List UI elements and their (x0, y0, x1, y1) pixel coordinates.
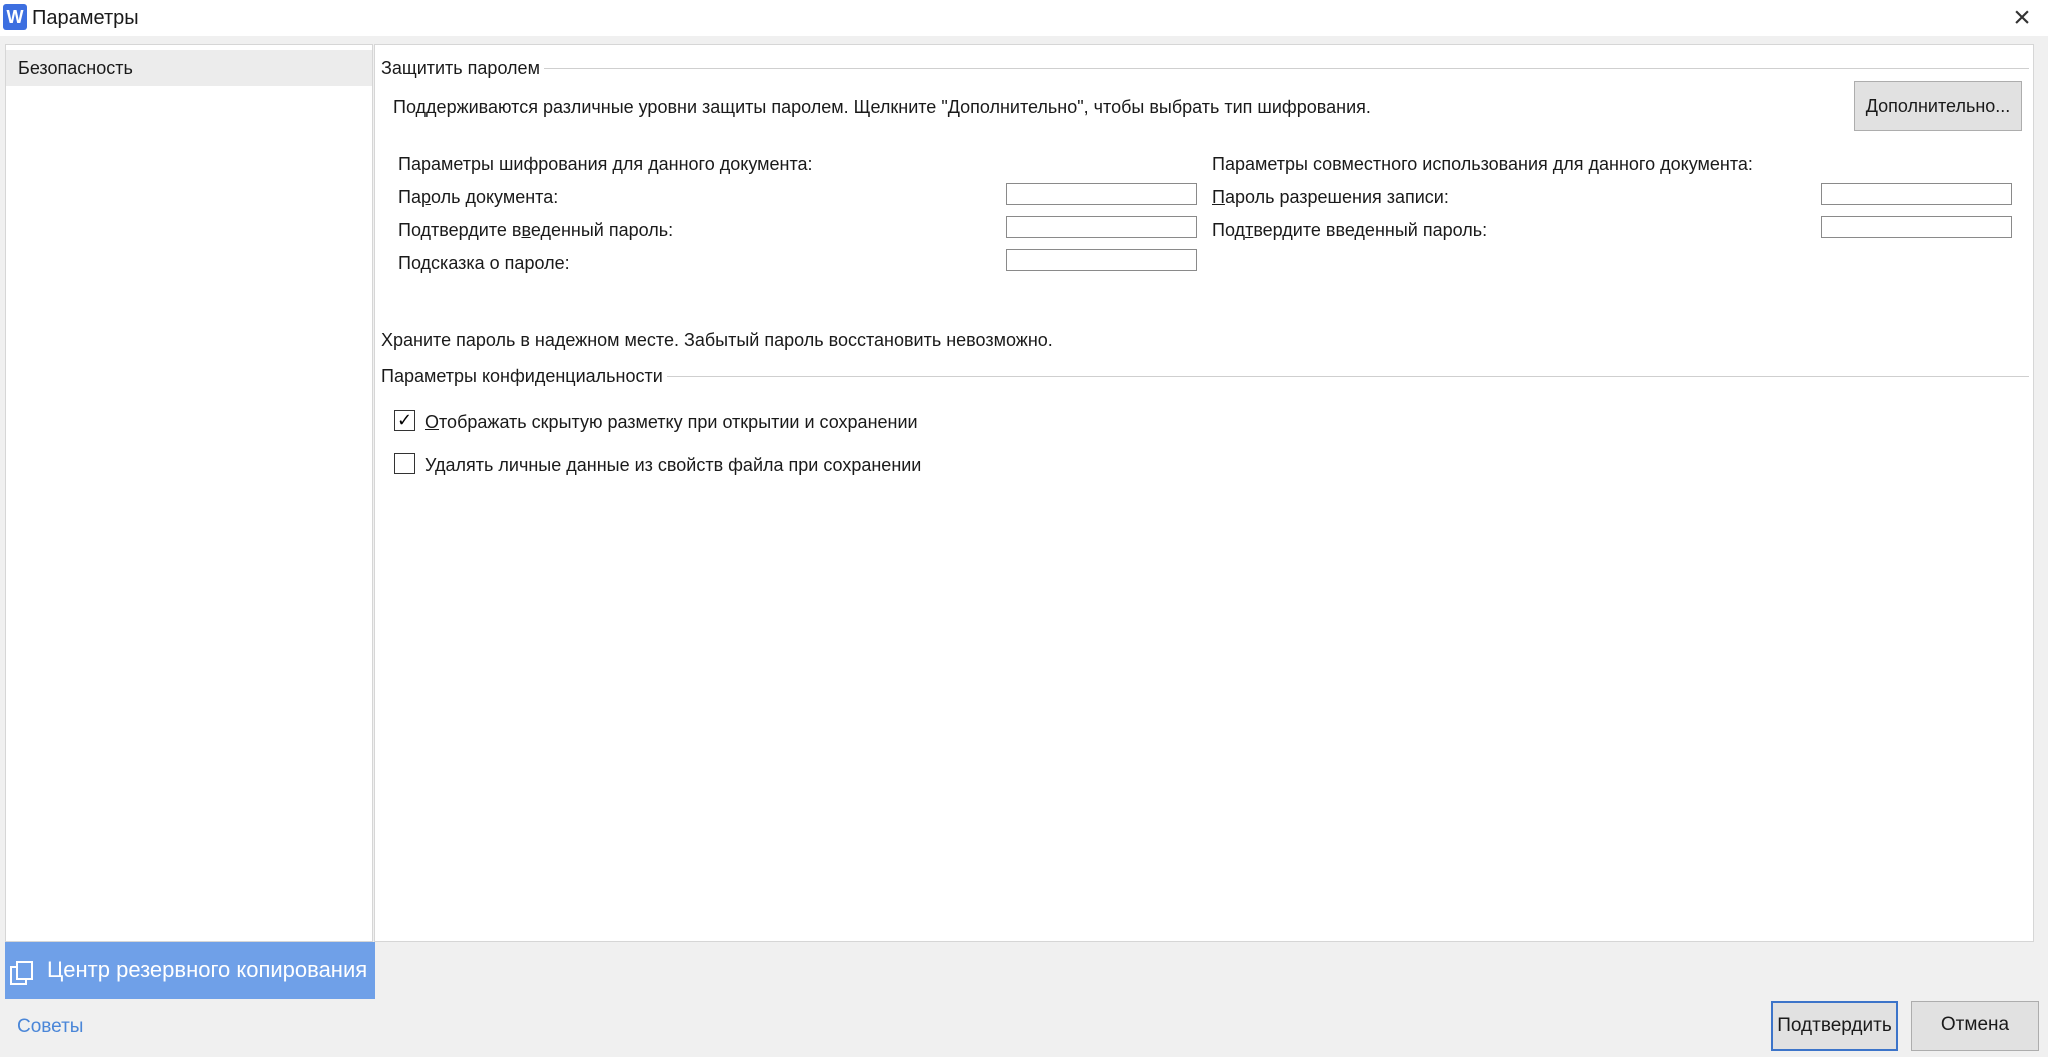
confirm-write-password-field[interactable] (1821, 216, 2012, 238)
sidebar-item-security[interactable]: Безопасность (6, 50, 372, 86)
title-bar (0, 0, 2048, 36)
encryption-heading: Параметры шифрования для данного документа: (398, 154, 813, 174)
password-section-title: Защитить паролем (381, 55, 544, 81)
window-edge (2036, 44, 2048, 942)
confirm-password-label: Подтвердите введенный пароль: (398, 220, 674, 240)
backup-icon (9, 960, 35, 986)
confirm-button[interactable]: Подтвердить (1771, 1001, 1898, 1051)
show-hidden-markup-checkbox[interactable]: ✓ (394, 410, 415, 431)
backup-center-label: Центр резервного копирования (47, 957, 368, 982)
show-hidden-markup-label[interactable]: Отображать скрытую разметку при открытии и сохранении (425, 412, 918, 432)
close-icon[interactable]: × (2013, 1, 2031, 34)
password-hint-field[interactable] (1006, 249, 1197, 271)
tips-link[interactable]: Советы (17, 1016, 84, 1037)
document-password-field[interactable] (1006, 183, 1197, 205)
advanced-button[interactable]: Дополнительно... (1854, 81, 2022, 131)
privacy-section-title: Параметры конфиденциальности (381, 363, 667, 389)
password-hint-label: Подсказка о пароле: (398, 253, 570, 273)
document-password-label: Пароль документа: (398, 187, 559, 207)
remove-personal-data-checkbox[interactable] (394, 453, 415, 474)
write-password-field[interactable] (1821, 183, 2012, 205)
window-title: Параметры (32, 7, 139, 29)
password-section-header (381, 55, 2029, 81)
wps-writer-icon: W (3, 4, 27, 30)
privacy-section-header (381, 363, 2029, 389)
settings-panel (374, 44, 2034, 942)
password-warning: Храните пароль в надежном месте. Забытый пароль восстановить невозможно. (381, 330, 1053, 350)
remove-personal-data-label[interactable]: Удалять личные данные из свойств файла при сохранении (425, 455, 922, 475)
password-description: Поддерживаются различные уровни защиты паролем. Щелкните "Дополнительно", чтобы выбрать тип шифрования. (393, 97, 1371, 117)
confirm-write-password-label: Подтвердите введенный пароль: (1212, 220, 1488, 240)
sidebar (5, 44, 373, 942)
cancel-button[interactable]: Отмена (1911, 1001, 2039, 1051)
sharing-heading: Параметры совместного использования для данного документа: (1212, 154, 1753, 174)
confirm-password-field[interactable] (1006, 216, 1197, 238)
backup-center-button[interactable] (5, 942, 375, 999)
section-divider (381, 68, 2029, 69)
write-password-label: Пароль разрешения записи: (1212, 187, 1449, 207)
